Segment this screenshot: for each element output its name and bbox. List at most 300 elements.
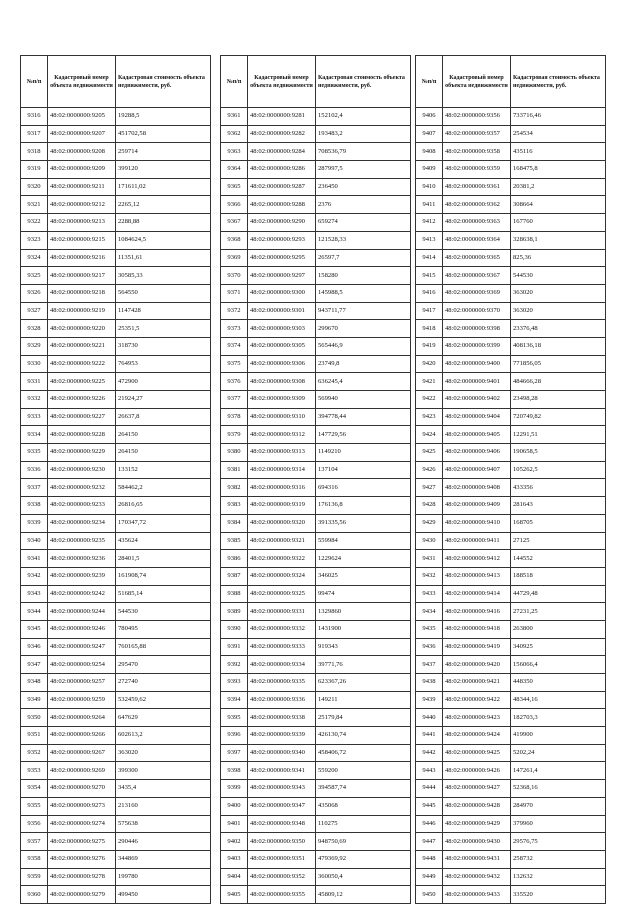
cadastral-cost: 170347,72 [116, 514, 211, 532]
cadastral-number: 48:02:0000000:9308 [248, 373, 316, 391]
cadastral-number: 48:02:0000000:9242 [48, 585, 116, 603]
cadastral-cost: 263800 [511, 620, 606, 638]
table-row [416, 797, 606, 815]
cadastral-number: 48:02:0000000:9275 [48, 833, 116, 851]
table-row [21, 214, 211, 232]
cadastral-number: 48:02:0000000:9331 [248, 603, 316, 621]
register-table-3 [415, 55, 606, 904]
cadastral-cost: 236450 [316, 178, 411, 196]
cadastral-number: 48:02:0000000:9239 [48, 567, 116, 585]
cadastral-number: 48:02:0000000:9350 [248, 833, 316, 851]
cadastral-number: 48:02:0000000:9362 [443, 196, 511, 214]
table-row [21, 691, 211, 709]
cadastral-number: 48:02:0000000:9286 [248, 161, 316, 179]
cadastral-cost: 176136,8 [316, 497, 411, 515]
cadastral-number: 48:02:0000000:9234 [48, 514, 116, 532]
row-number: 9444 [416, 780, 443, 798]
row-number: 9383 [221, 497, 248, 515]
row-number: 9363 [221, 143, 248, 161]
cadastral-cost: 193483,2 [316, 125, 411, 143]
row-number: 9333 [21, 408, 48, 426]
row-number: 9434 [416, 603, 443, 621]
cadastral-number: 48:02:0000000:9341 [248, 762, 316, 780]
table-row [21, 373, 211, 391]
cadastral-cost: 1229624 [316, 550, 411, 568]
cadastral-number: 48:02:0000000:9364 [443, 231, 511, 249]
header-row [221, 56, 411, 108]
cadastral-number: 48:02:0000000:9352 [248, 868, 316, 886]
row-number: 9385 [221, 532, 248, 550]
table-row [221, 815, 411, 833]
cadastral-cost: 182703,3 [511, 709, 606, 727]
row-number: 9432 [416, 567, 443, 585]
row-number: 9365 [221, 178, 248, 196]
row-number: 9369 [221, 249, 248, 267]
cadastral-cost: 565446,9 [316, 337, 411, 355]
row-number: 9341 [21, 550, 48, 568]
table-row [416, 444, 606, 462]
cadastral-cost: 426130,74 [316, 727, 411, 745]
row-number: 9354 [21, 780, 48, 798]
cadastral-cost: 363020 [116, 744, 211, 762]
cadastral-cost: 30585,33 [116, 267, 211, 285]
cadastral-cost: 51685,14 [116, 585, 211, 603]
header-number: №п/п [221, 56, 248, 108]
row-number: 9384 [221, 514, 248, 532]
table-row [416, 196, 606, 214]
table-row [416, 355, 606, 373]
table-row [416, 284, 606, 302]
table-row [221, 108, 411, 126]
table-row [221, 850, 411, 868]
row-number: 9366 [221, 196, 248, 214]
row-number: 9426 [416, 461, 443, 479]
row-number: 9422 [416, 391, 443, 409]
table-row [221, 337, 411, 355]
table-row [416, 603, 606, 621]
cadastral-cost: 254534 [511, 125, 606, 143]
row-number: 9368 [221, 231, 248, 249]
cadastral-number: 48:02:0000000:9339 [248, 727, 316, 745]
table-row [416, 691, 606, 709]
cadastral-number: 48:02:0000000:9207 [48, 125, 116, 143]
row-number: 9445 [416, 797, 443, 815]
table-row [21, 302, 211, 320]
cadastral-cost: 559984 [316, 532, 411, 550]
cadastral-number: 48:02:0000000:9359 [443, 161, 511, 179]
header-number: №п/п [416, 56, 443, 108]
table-row [21, 178, 211, 196]
row-number: 9402 [221, 833, 248, 851]
row-number: 9351 [21, 727, 48, 745]
row-number: 9421 [416, 373, 443, 391]
table-row [416, 302, 606, 320]
cadastral-number: 48:02:0000000:9324 [248, 567, 316, 585]
cadastral-cost: 780495 [116, 620, 211, 638]
row-number: 9317 [21, 125, 48, 143]
row-number: 9357 [21, 833, 48, 851]
cadastral-cost: 19288,5 [116, 108, 211, 126]
cadastral-cost: 27231,25 [511, 603, 606, 621]
table-row [21, 709, 211, 727]
cadastral-cost: 145988,5 [316, 284, 411, 302]
table-row [416, 426, 606, 444]
cadastral-number: 48:02:0000000:9340 [248, 744, 316, 762]
cadastral-cost: 258732 [511, 850, 606, 868]
row-number: 9447 [416, 833, 443, 851]
row-number: 9407 [416, 125, 443, 143]
cadastral-number: 48:02:0000000:9422 [443, 691, 511, 709]
table-row [21, 780, 211, 798]
cadastral-number: 48:02:0000000:9233 [48, 497, 116, 515]
cadastral-cost: 2376 [316, 196, 411, 214]
row-number: 9339 [21, 514, 48, 532]
cadastral-number: 48:02:0000000:9217 [48, 267, 116, 285]
table-row [221, 249, 411, 267]
cadastral-number: 48:02:0000000:9398 [443, 320, 511, 338]
cadastral-cost: 340925 [511, 638, 606, 656]
table-row [21, 196, 211, 214]
cadastral-number: 48:02:0000000:9361 [443, 178, 511, 196]
table-row [221, 638, 411, 656]
table-row [221, 780, 411, 798]
cadastral-number: 48:02:0000000:9408 [443, 479, 511, 497]
header-number: №п/п [21, 56, 48, 108]
cadastral-cost: 147729,56 [316, 426, 411, 444]
table-row [21, 585, 211, 603]
row-number: 9405 [221, 886, 248, 904]
row-number: 9396 [221, 727, 248, 745]
cadastral-number: 48:02:0000000:9215 [48, 231, 116, 249]
cadastral-number: 48:02:0000000:9420 [443, 656, 511, 674]
table-row [21, 603, 211, 621]
cadastral-number: 48:02:0000000:9274 [48, 815, 116, 833]
cadastral-number: 48:02:0000000:9358 [443, 143, 511, 161]
table-row [221, 833, 411, 851]
cadastral-number: 48:02:0000000:9208 [48, 143, 116, 161]
table-row [21, 514, 211, 532]
table-row [221, 391, 411, 409]
cadastral-cost: 328638,1 [511, 231, 606, 249]
cadastral-cost: 284970 [511, 797, 606, 815]
row-number: 9408 [416, 143, 443, 161]
row-number: 9430 [416, 532, 443, 550]
cadastral-number: 48:02:0000000:9423 [443, 709, 511, 727]
table-row [221, 674, 411, 692]
cadastral-number: 48:02:0000000:9266 [48, 727, 116, 745]
row-number: 9376 [221, 373, 248, 391]
row-number: 9440 [416, 709, 443, 727]
row-number: 9346 [21, 638, 48, 656]
cadastral-number: 48:02:0000000:9319 [248, 497, 316, 515]
cadastral-number: 48:02:0000000:9333 [248, 638, 316, 656]
table-row [21, 656, 211, 674]
cadastral-number: 48:02:0000000:9399 [443, 337, 511, 355]
table-row [416, 514, 606, 532]
row-number: 9425 [416, 444, 443, 462]
table-row [21, 426, 211, 444]
cadastral-cost: 544530 [511, 267, 606, 285]
table-row [221, 709, 411, 727]
cadastral-cost: 21924,27 [116, 391, 211, 409]
table-row [416, 727, 606, 745]
cadastral-cost: 299670 [316, 320, 411, 338]
cadastral-cost: 5202,24 [511, 744, 606, 762]
cadastral-cost: 544530 [116, 603, 211, 621]
cadastral-number: 48:02:0000000:9336 [248, 691, 316, 709]
table-row [221, 762, 411, 780]
cadastral-cost: 264150 [116, 444, 211, 462]
cadastral-cost: 28401,5 [116, 550, 211, 568]
table-row [21, 797, 211, 815]
cadastral-cost: 48344,16 [511, 691, 606, 709]
cadastral-cost: 659274 [316, 214, 411, 232]
cadastral-number: 48:02:0000000:9409 [443, 497, 511, 515]
cadastral-number: 48:02:0000000:9281 [248, 108, 316, 126]
row-number: 9370 [221, 267, 248, 285]
cadastral-number: 48:02:0000000:9228 [48, 426, 116, 444]
table-row [416, 638, 606, 656]
table-row [416, 178, 606, 196]
table-row [221, 161, 411, 179]
cadastral-number: 48:02:0000000:9232 [48, 479, 116, 497]
header-cadastral-cost: Кадастровая стоимость объекта недвижимости, руб. [116, 56, 211, 108]
cadastral-number: 48:02:0000000:9293 [248, 231, 316, 249]
cadastral-number: 48:02:0000000:9334 [248, 656, 316, 674]
row-number: 9401 [221, 815, 248, 833]
cadastral-cost: 25179,84 [316, 709, 411, 727]
cadastral-cost: 943711,77 [316, 302, 411, 320]
table-row [221, 444, 411, 462]
cadastral-cost: 308664 [511, 196, 606, 214]
table-row [416, 868, 606, 886]
row-number: 9364 [221, 161, 248, 179]
cadastral-number: 48:02:0000000:9209 [48, 161, 116, 179]
table-row [221, 355, 411, 373]
table-row [416, 391, 606, 409]
cadastral-number: 48:02:0000000:9370 [443, 302, 511, 320]
cadastral-number: 48:02:0000000:9279 [48, 886, 116, 904]
cadastral-number: 48:02:0000000:9247 [48, 638, 116, 656]
header-row [416, 56, 606, 108]
row-number: 9343 [21, 585, 48, 603]
row-number: 9319 [21, 161, 48, 179]
table-row [416, 850, 606, 868]
header-cadastral-cost: Кадастровая стоимость объекта недвижимости, руб. [511, 56, 606, 108]
cadastral-cost: 733716,46 [511, 108, 606, 126]
table-row [416, 674, 606, 692]
row-number: 9439 [416, 691, 443, 709]
cadastral-number: 48:02:0000000:9316 [248, 479, 316, 497]
cadastral-cost: 44729,48 [511, 585, 606, 603]
cadastral-cost: 825,36 [511, 249, 606, 267]
cadastral-number: 48:02:0000000:9264 [48, 709, 116, 727]
table-row [21, 638, 211, 656]
table-row [416, 886, 606, 904]
row-number: 9378 [221, 408, 248, 426]
cadastral-number: 48:02:0000000:9321 [248, 532, 316, 550]
table-row [21, 161, 211, 179]
cadastral-cost: 26597,7 [316, 249, 411, 267]
row-number: 9395 [221, 709, 248, 727]
table-row [21, 355, 211, 373]
row-number: 9413 [416, 231, 443, 249]
row-number: 9424 [416, 426, 443, 444]
cadastral-number: 48:02:0000000:9254 [48, 656, 116, 674]
cadastral-number: 48:02:0000000:9309 [248, 391, 316, 409]
cadastral-cost: 771856,05 [511, 355, 606, 373]
cadastral-cost: 45809,12 [316, 886, 411, 904]
header-cadastral-cost: Кадастровая стоимость объекта недвижимости, руб. [316, 56, 411, 108]
cadastral-cost: 25351,5 [116, 320, 211, 338]
cadastral-cost: 479369,92 [316, 850, 411, 868]
table-row [416, 550, 606, 568]
cadastral-cost: 27125 [511, 532, 606, 550]
row-number: 9374 [221, 337, 248, 355]
cadastral-cost: 287997,5 [316, 161, 411, 179]
table-row [21, 567, 211, 585]
cadastral-number: 48:02:0000000:9401 [443, 373, 511, 391]
header-cadastral-number: Кадастровый номер объекта недвижимости [48, 56, 116, 108]
row-number: 9397 [221, 744, 248, 762]
table-row [21, 337, 211, 355]
table-row [416, 249, 606, 267]
row-number: 9389 [221, 603, 248, 621]
cadastral-number: 48:02:0000000:9421 [443, 674, 511, 692]
table-row [221, 461, 411, 479]
cadastral-number: 48:02:0000000:9343 [248, 780, 316, 798]
cadastral-cost: 435068 [316, 797, 411, 815]
cadastral-number: 48:02:0000000:9405 [443, 426, 511, 444]
cadastral-number: 48:02:0000000:9335 [248, 674, 316, 692]
cadastral-cost: 569940 [316, 391, 411, 409]
row-number: 9416 [416, 284, 443, 302]
row-number: 9446 [416, 815, 443, 833]
cadastral-number: 48:02:0000000:9312 [248, 426, 316, 444]
cadastral-cost: 11351,61 [116, 249, 211, 267]
cadastral-cost: 133152 [116, 461, 211, 479]
table-row [416, 815, 606, 833]
cadastral-number: 48:02:0000000:9429 [443, 815, 511, 833]
row-number: 9423 [416, 408, 443, 426]
row-number: 9411 [416, 196, 443, 214]
cadastral-cost: 451702,58 [116, 125, 211, 143]
table-row [221, 143, 411, 161]
header-row [21, 56, 211, 108]
cadastral-cost: 720749,82 [511, 408, 606, 426]
table-row [21, 620, 211, 638]
cadastral-cost: 559200 [316, 762, 411, 780]
row-number: 9331 [21, 373, 48, 391]
cadastral-number: 48:02:0000000:9314 [248, 461, 316, 479]
table-row [221, 231, 411, 249]
cadastral-cost: 132632 [511, 868, 606, 886]
cadastral-cost: 52368,16 [511, 780, 606, 798]
row-number: 9449 [416, 868, 443, 886]
cadastral-number: 48:02:0000000:9402 [443, 391, 511, 409]
cadastral-number: 48:02:0000000:9348 [248, 815, 316, 833]
table-row [416, 373, 606, 391]
cadastral-number: 48:02:0000000:9355 [248, 886, 316, 904]
cadastral-cost: 156066,4 [511, 656, 606, 674]
cadastral-number: 48:02:0000000:9225 [48, 373, 116, 391]
cadastral-cost: 20381,2 [511, 178, 606, 196]
table-row [416, 497, 606, 515]
cadastral-number: 48:02:0000000:9276 [48, 850, 116, 868]
row-number: 9443 [416, 762, 443, 780]
cadastral-cost: 694316 [316, 479, 411, 497]
row-number: 9435 [416, 620, 443, 638]
row-number: 9334 [21, 426, 48, 444]
row-number: 9386 [221, 550, 248, 568]
cadastral-cost: 281643 [511, 497, 606, 515]
cadastral-cost: 121528,33 [316, 231, 411, 249]
cadastral-cost: 147261,4 [511, 762, 606, 780]
row-number: 9358 [21, 850, 48, 868]
row-number: 9388 [221, 585, 248, 603]
row-number: 9429 [416, 514, 443, 532]
cadastral-cost: 344869 [116, 850, 211, 868]
cadastral-cost: 259714 [116, 143, 211, 161]
cadastral-cost: 584462,2 [116, 479, 211, 497]
cadastral-number: 48:02:0000000:9365 [443, 249, 511, 267]
row-number: 9441 [416, 727, 443, 745]
row-number: 9393 [221, 674, 248, 692]
cadastral-number: 48:02:0000000:9414 [443, 585, 511, 603]
cadastral-cost: 318730 [116, 337, 211, 355]
cadastral-number: 48:02:0000000:9290 [248, 214, 316, 232]
cadastral-number: 48:02:0000000:9424 [443, 727, 511, 745]
cadastral-number: 48:02:0000000:9427 [443, 780, 511, 798]
cadastral-number: 48:02:0000000:9338 [248, 709, 316, 727]
cadastral-cost: 1084624,5 [116, 231, 211, 249]
row-number: 9326 [21, 284, 48, 302]
row-number: 9338 [21, 497, 48, 515]
cadastral-cost: 23498,28 [511, 391, 606, 409]
cadastral-number: 48:02:0000000:9325 [248, 585, 316, 603]
cadastral-number: 48:02:0000000:9413 [443, 567, 511, 585]
cadastral-number: 48:02:0000000:9287 [248, 178, 316, 196]
cadastral-cost: 272740 [116, 674, 211, 692]
cadastral-number: 48:02:0000000:9433 [443, 886, 511, 904]
cadastral-cost: 29576,75 [511, 833, 606, 851]
cadastral-number: 48:02:0000000:9222 [48, 355, 116, 373]
row-number: 9316 [21, 108, 48, 126]
table-row [221, 797, 411, 815]
row-number: 9448 [416, 850, 443, 868]
table-row [416, 709, 606, 727]
table-row [416, 656, 606, 674]
row-number: 9415 [416, 267, 443, 285]
row-number: 9373 [221, 320, 248, 338]
cadastral-cost: 419900 [511, 727, 606, 745]
table-row [221, 691, 411, 709]
header-cadastral-number: Кадастровый номер объекта недвижимости [248, 56, 316, 108]
cadastral-number: 48:02:0000000:9220 [48, 320, 116, 338]
cadastral-cost: 188518 [511, 567, 606, 585]
table-row [221, 373, 411, 391]
row-number: 9398 [221, 762, 248, 780]
cadastral-number: 48:02:0000000:9310 [248, 408, 316, 426]
cadastral-number: 48:02:0000000:9410 [443, 514, 511, 532]
cadastral-cost: 190658,5 [511, 444, 606, 462]
table-row [416, 585, 606, 603]
row-number: 9420 [416, 355, 443, 373]
cadastral-cost: 3435,4 [116, 780, 211, 798]
row-number: 9367 [221, 214, 248, 232]
row-number: 9418 [416, 320, 443, 338]
table-row [21, 267, 211, 285]
